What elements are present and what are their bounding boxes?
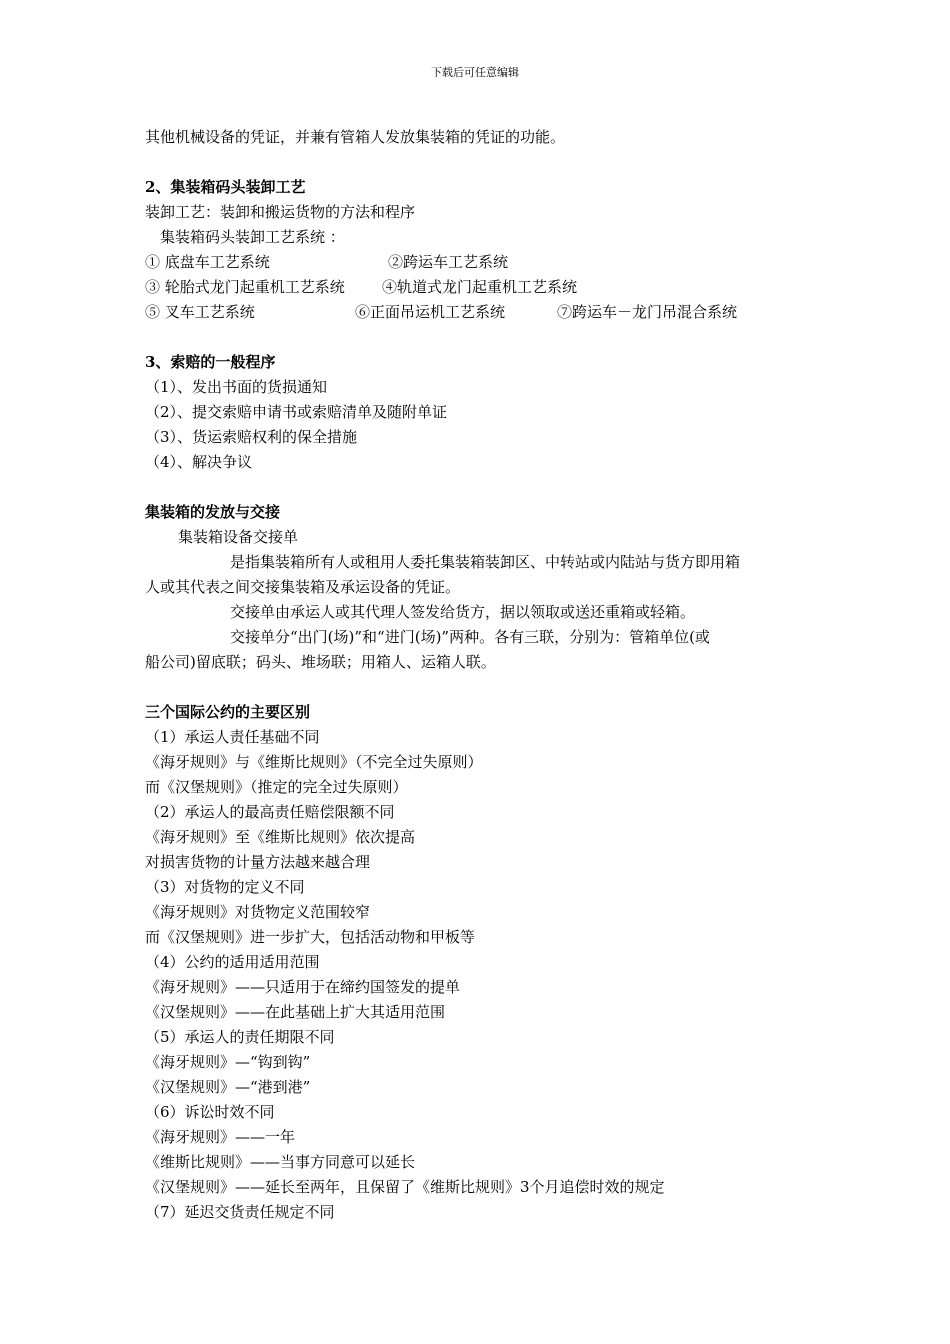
section-heading: 2、集装箱码头装卸工艺 bbox=[145, 178, 306, 196]
section-heading: 3、索赔的一般程序 bbox=[145, 353, 276, 371]
text-line: 船公司)留底联；码头、堆场联；用箱人、运箱人联。 bbox=[145, 653, 496, 671]
text-line: 其他机械设备的凭证，并兼有管箱人发放集装箱的凭证的功能。 bbox=[145, 128, 566, 146]
list-item: （3）、货运索赔权利的保全措施 bbox=[145, 428, 358, 446]
system-item: ⑤ 叉车工艺系统 bbox=[145, 303, 255, 321]
text-line: 是指集装箱所有人或租用人委托集装箱装卸区、中转站或内陆站与货方即用箱 bbox=[230, 553, 741, 571]
text-line: 集装箱码头装卸工艺系统 ： bbox=[160, 228, 345, 246]
text-line: 《维斯比规则》——当事方同意可以延长 bbox=[145, 1153, 416, 1171]
text-line: 《汉堡规则》——延长至两年，且保留了《维斯比规则》3个月追偿时效的规定 bbox=[145, 1178, 665, 1196]
list-item: （6）诉讼时效不同 bbox=[145, 1103, 275, 1121]
text-line: 交接单分“出门(场)”和“进门(场)”两种。各有三联，分别为：管箱单位(或 bbox=[230, 628, 710, 646]
text-line: 《汉堡规则》—“港到港” bbox=[145, 1078, 311, 1096]
text-line: 《海牙规则》至《维斯比规则》依次提高 bbox=[145, 828, 416, 846]
system-item: ⑥正面吊运机工艺系统 bbox=[355, 303, 506, 321]
system-item: ②跨运车工艺系统 bbox=[388, 253, 509, 271]
system-item: ⑦跨运车－龙门吊混合系统 bbox=[557, 303, 738, 321]
text-line: 集装箱设备交接单 bbox=[178, 528, 299, 546]
list-item: （2）承运人的最高责任赔偿限额不同 bbox=[145, 803, 395, 821]
system-row-3 bbox=[145, 302, 805, 322]
text-line: 《海牙规则》—“钩到钩” bbox=[145, 1053, 311, 1071]
list-item: （5）承运人的责任期限不同 bbox=[145, 1028, 335, 1046]
list-item: （1）承运人责任基础不同 bbox=[145, 728, 320, 746]
text-line: 《海牙规则》——一年 bbox=[145, 1128, 296, 1146]
text-line: 而《汉堡规则》进一步扩大，包括活动物和甲板等 bbox=[145, 928, 476, 946]
text-line: 《海牙规则》——只适用于在缔约国签发的提单 bbox=[145, 978, 461, 996]
text-line: 而《汉堡规则》（推定的完全过失原则） bbox=[145, 778, 408, 796]
list-item: （1）、发出书面的货损通知 bbox=[145, 378, 328, 396]
system-row-1 bbox=[145, 252, 805, 272]
text-line: 《海牙规则》对货物定义范围较窄 bbox=[145, 903, 371, 921]
system-item: ④轨道式龙门起重机工艺系统 bbox=[382, 278, 578, 296]
system-row-2 bbox=[145, 277, 805, 297]
page-header: 下载后可任意编辑 bbox=[431, 66, 519, 79]
list-item: （7）延迟交货责任规定不同 bbox=[145, 1203, 335, 1221]
system-item: ③ 轮胎式龙门起重机工艺系统 bbox=[145, 278, 345, 296]
list-item: （3）对货物的定义不同 bbox=[145, 878, 305, 896]
text-line: 《汉堡规则》——在此基础上扩大其适用范围 bbox=[145, 1003, 446, 1021]
text-line: 人或其代表之间交接集装箱及承运设备的凭证。 bbox=[145, 578, 461, 596]
list-item: （4）公约的适用适用范围 bbox=[145, 953, 320, 971]
section-heading: 集装箱的发放与交接 bbox=[145, 503, 281, 521]
list-item: （4）、解决争议 bbox=[145, 453, 253, 471]
system-item: ① 底盘车工艺系统 bbox=[145, 253, 270, 271]
text-line: 交接单由承运人或其代理人签发给货方，据以领取或送还重箱或轻箱。 bbox=[230, 603, 696, 621]
text-line: 《海牙规则》与《维斯比规则》（不完全过失原则） bbox=[145, 753, 483, 771]
section-heading: 三个国际公约的主要区别 bbox=[145, 703, 311, 721]
list-item: （2）、提交索赔申请书或索赔清单及随附单证 bbox=[145, 403, 448, 421]
text-line: 对损害货物的计量方法越来越合理 bbox=[145, 853, 371, 871]
text-line: 装卸工艺：装卸和搬运货物的方法和程序 bbox=[145, 203, 416, 221]
